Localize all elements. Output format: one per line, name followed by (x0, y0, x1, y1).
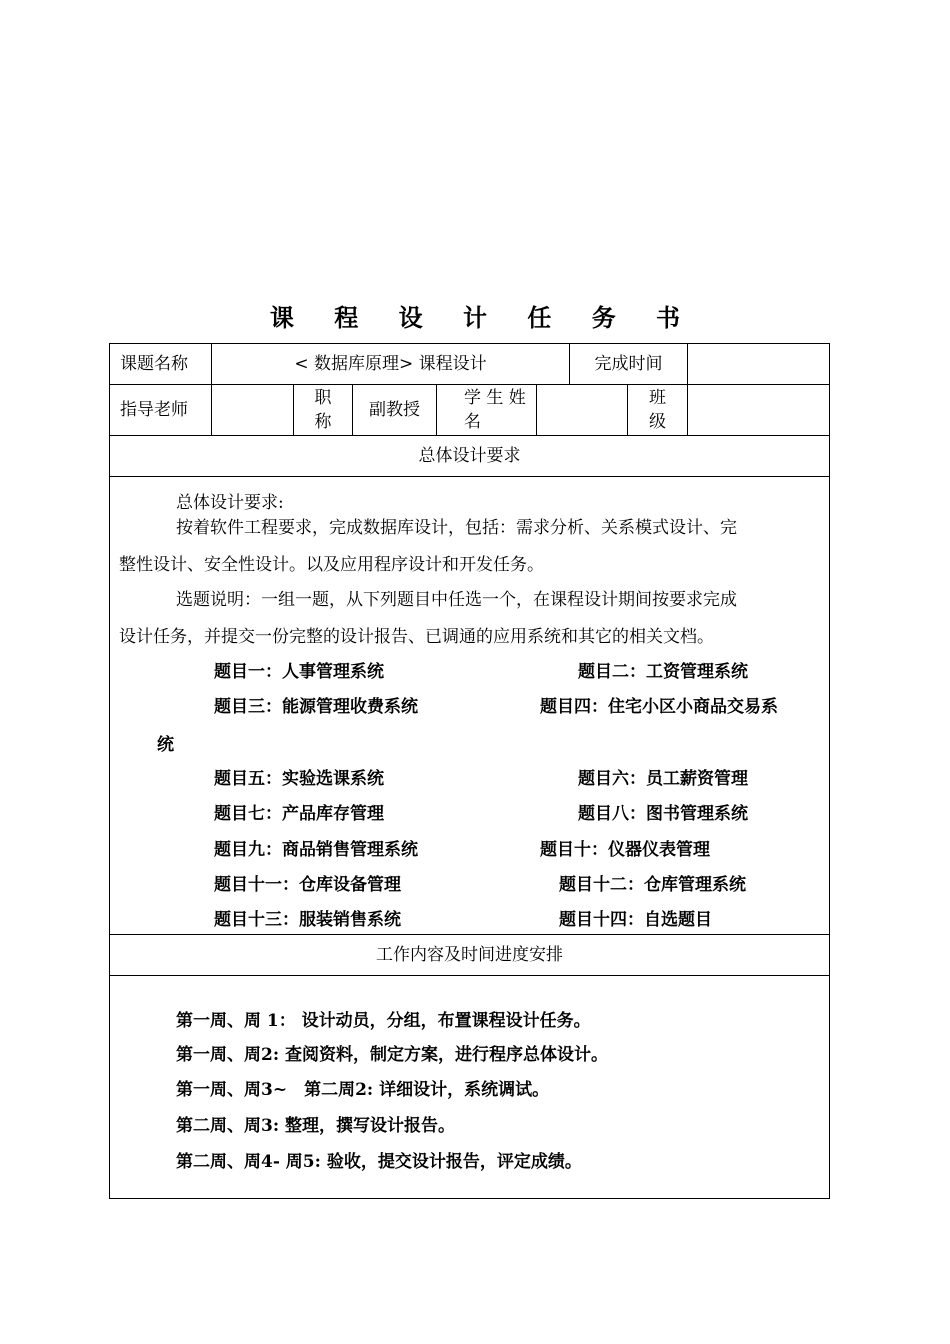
section-header-requirements: 总体设计要求 (418, 446, 521, 466)
schedule-item: 第一周、周2: 查阅资料，制定方案，进行程序总体设计。 (176, 1045, 609, 1065)
document-title: 课 程 设 计 任 务 书 (269, 303, 697, 332)
row-divider (109, 975, 830, 976)
topic-item: 题目九：商品销售管理系统 (214, 840, 418, 860)
topic-item: 题目五：实验选课系统 (214, 769, 384, 789)
topic-item: 题目十四：自选题目 (559, 910, 712, 930)
row-divider (109, 476, 830, 477)
topic-item: 题目一：人事管理系统 (214, 662, 384, 682)
selection-note: 选题说明：一组一题，从下列题目中任选一个，在课程设计期间按要求完成 (176, 590, 737, 610)
job-title-value: 副教授 (369, 400, 420, 420)
topic-item: 题目二：工资管理系统 (578, 662, 748, 682)
schedule-item: 第二周、周3: 整理，撰写设计报告。 (176, 1116, 456, 1136)
topic-value: < 数据库原理> 课程设计 (294, 354, 487, 374)
advisor-label: 指导老师 (120, 400, 188, 420)
topic-item: 题目七：产品库存管理 (214, 804, 384, 824)
requirements-paragraph: 按着软件工程要求，完成数据库设计，包括：需求分析、关系模式设计、完 (176, 518, 737, 538)
requirements-paragraph: 整性设计、安全性设计。以及应用程序设计和开发任务。 (119, 555, 544, 575)
topic-item: 题目十三：服装销售系统 (214, 910, 401, 930)
topic-item: 题目十一：仓库设备管理 (214, 875, 401, 895)
topic-item: 题目八：图书管理系统 (578, 804, 748, 824)
student-name-value (537, 385, 627, 435)
class-value (688, 385, 829, 435)
topic-item: 题目三：能源管理收费系统 (214, 697, 418, 717)
section-header-schedule: 工作内容及时间进度安排 (376, 945, 563, 965)
advisor-value (212, 385, 293, 435)
schedule-item: 第一周、周3~ 第二周2: 详细设计，系统调试。 (176, 1080, 550, 1100)
selection-note: 设计任务，并提交一份完整的设计报告、已调通的应用系统和其它的相关文档。 (119, 627, 714, 647)
topic-item: 题目四：住宅小区小商品交易系 (540, 697, 778, 717)
requirements-heading: 总体设计要求: (176, 493, 284, 513)
topic-label: 课题名称 (120, 354, 188, 374)
topic-item: 题目十：仪器仪表管理 (540, 840, 710, 860)
finish-time-value (688, 344, 829, 384)
schedule-item: 第二周、周4- 周5: 验收，提交设计报告，评定成绩。 (176, 1152, 582, 1172)
schedule-item: 第一周、周 1： 设计动员，分组，布置课程设计任务。 (176, 1011, 591, 1031)
finish-time-label: 完成时间 (594, 354, 663, 374)
topic-item-continuation: 统 (157, 735, 174, 755)
topic-item: 题目十二：仓库管理系统 (559, 875, 746, 895)
topic-item: 题目六：员工薪资管理 (578, 769, 748, 789)
class-label: 班 级 (649, 388, 666, 432)
student-name-label: 学 生 姓 名 (464, 388, 526, 432)
job-title-label: 职 称 (314, 388, 332, 432)
